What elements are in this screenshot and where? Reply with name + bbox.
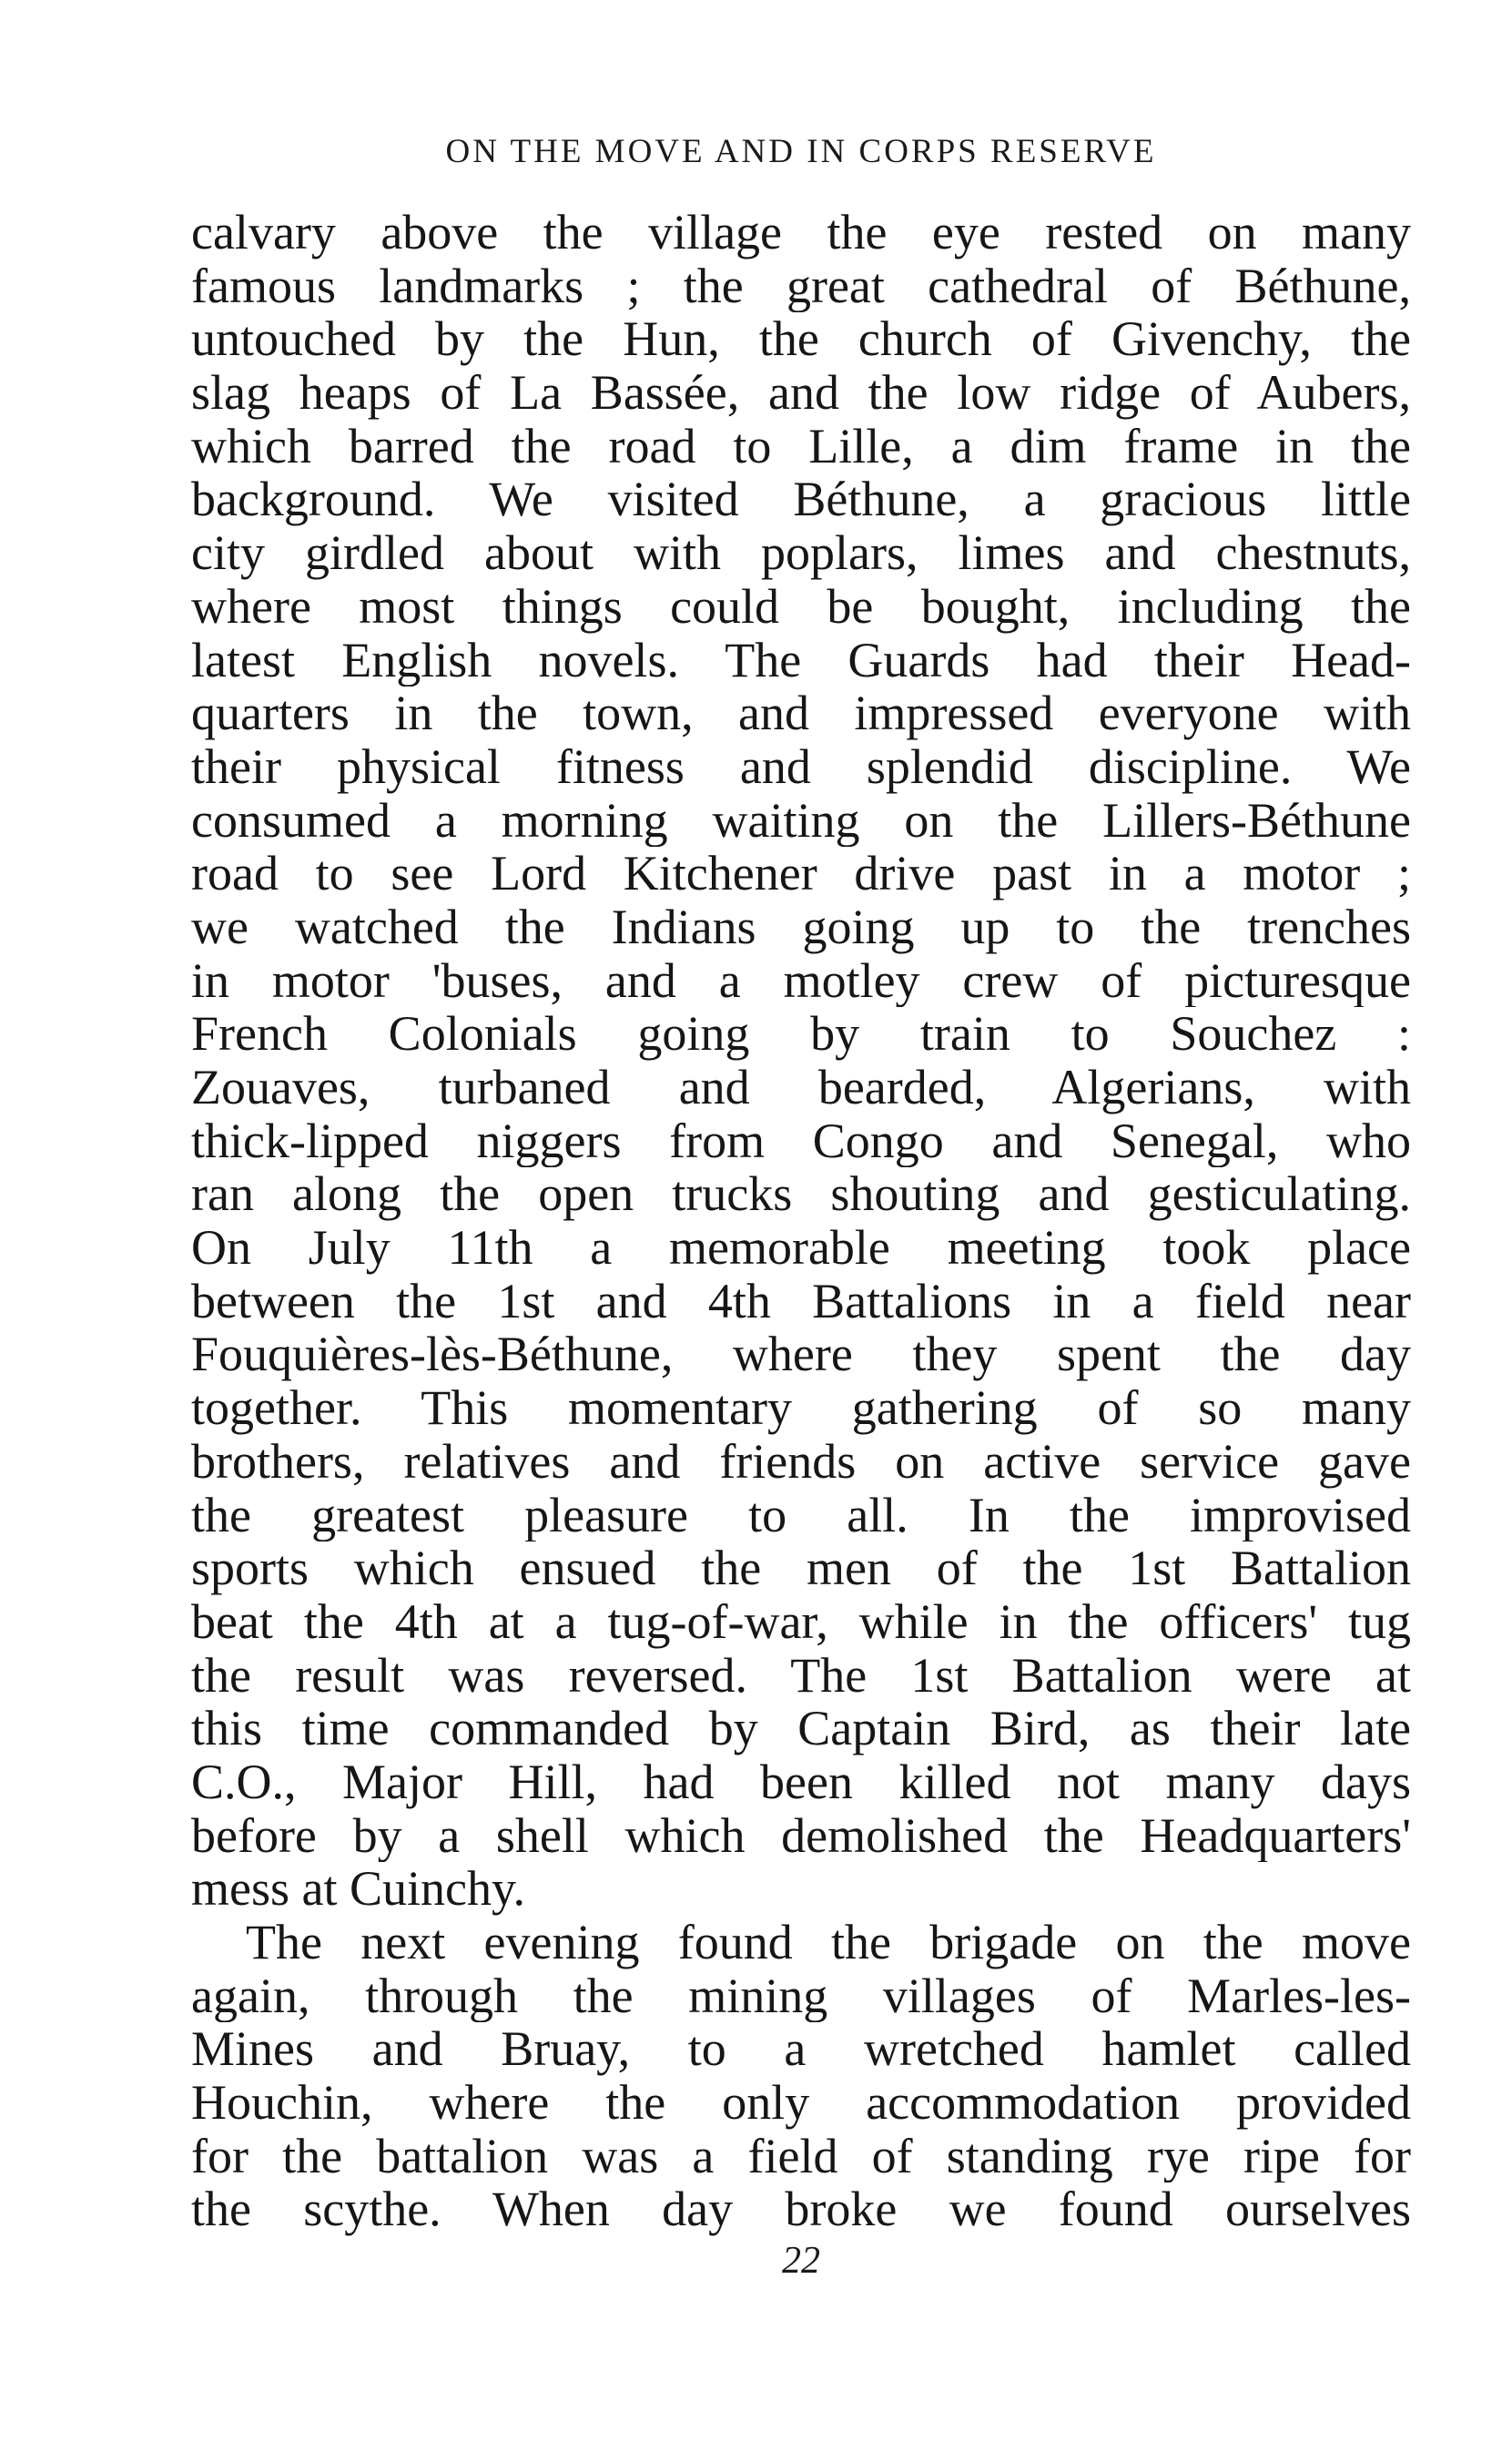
text-line: before by a shell which demolished the Headquarters' bbox=[191, 1808, 1411, 1863]
text-line: sports which ensued the men of the 1st Battalion bbox=[191, 1541, 1411, 1595]
text-line: Fouquières-lès-Béthune, where they spent the day bbox=[191, 1328, 1411, 1382]
text-line: for the battalion was a field of standing rye ripe for bbox=[191, 2129, 1411, 2183]
page-number: 22 bbox=[782, 2240, 820, 2282]
text-line: in motor 'buses, and a motley crew of picturesque bbox=[191, 953, 1411, 1008]
paragraph-start-line: The next evening found the brigade on the move bbox=[246, 1916, 1411, 1969]
text-line: the scythe. When day broke we found ourselves bbox=[191, 2182, 1411, 2237]
text-line: quarters in the town, and impressed everyone with bbox=[191, 687, 1411, 740]
text-line: their physical fitness and splendid discipline. We bbox=[191, 739, 1411, 794]
text-line: beat the 4th at a tug-of-war, while in the officers' tug bbox=[191, 1594, 1411, 1649]
text-line: brothers, relatives and friends on active service gave bbox=[191, 1434, 1411, 1489]
text-line: again, through the mining villages of Marles-les- bbox=[191, 1969, 1411, 2023]
text-line: we watched the Indians going up to the trenches bbox=[191, 900, 1411, 954]
text-line: latest English novels. The Guards had their Head- bbox=[191, 633, 1411, 687]
text-line: between the 1st and 4th Battalions in a field near bbox=[191, 1274, 1411, 1328]
text-line: background. We visited Béthune, a gracious little bbox=[191, 473, 1411, 527]
text-line: thick-lipped niggers from Congo and Senegal, who bbox=[191, 1114, 1411, 1168]
running-head: ON THE MOVE AND IN CORPS RESERVE bbox=[445, 133, 1157, 170]
text-line: ran along the open trucks shouting and gesticulating. bbox=[191, 1167, 1411, 1222]
body-text bbox=[191, 206, 1411, 2236]
text-line: city girdled about with poplars, limes and chestnuts, bbox=[191, 526, 1411, 580]
text-line: where most things could be bought, including the bbox=[191, 579, 1411, 634]
text-line: famous landmarks ; the great cathedral of Béthune, bbox=[191, 259, 1411, 313]
text-line: French Colonials going by train to Souchez : bbox=[191, 1007, 1411, 1061]
text-line: Zouaves, turbaned and bearded, Algerians, with bbox=[191, 1061, 1411, 1114]
text-line: On July 11th a memorable meeting took place bbox=[191, 1221, 1411, 1275]
text-line: C.O., Major Hill, had been killed not many days bbox=[191, 1755, 1411, 1809]
text-line: the result was reversed. The 1st Battalion were at bbox=[191, 1648, 1411, 1703]
text-line: this time commanded by Captain Bird, as their late bbox=[191, 1702, 1411, 1755]
text-line: which barred the road to Lille, a dim frame in the bbox=[191, 419, 1411, 473]
text-line: Mines and Bruay, to a wretched hamlet called bbox=[191, 2022, 1411, 2077]
text-line: together. This momentary gathering of so many bbox=[191, 1381, 1411, 1435]
text-line: the greatest pleasure to all. In the improvised bbox=[191, 1488, 1411, 1542]
text-line: calvary above the village the eye rested on many bbox=[191, 206, 1411, 259]
text-line: slag heaps of La Bassée, and the low ridge of Aubers, bbox=[191, 366, 1411, 420]
text-line: consumed a morning waiting on the Lillers-Béthune bbox=[191, 793, 1411, 848]
text-line: road to see Lord Kitchener drive past in a motor ; bbox=[191, 847, 1411, 900]
paragraph-end-line: mess at Cuinchy. bbox=[191, 1862, 525, 1916]
text-line: untouched by the Hun, the church of Givenchy, the bbox=[191, 312, 1411, 367]
text-line: Houchin, where the only accommodation provided bbox=[191, 2076, 1411, 2130]
